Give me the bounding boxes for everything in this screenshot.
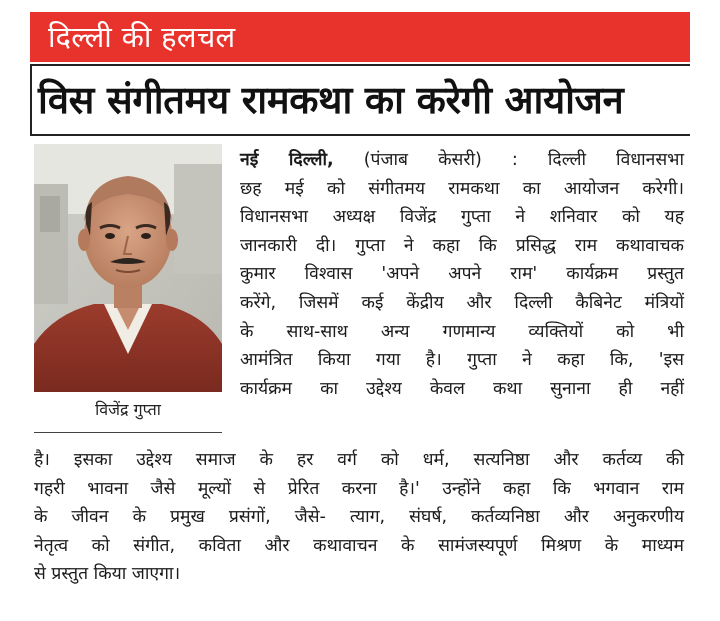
section-title: दिल्ली की हलचल: [48, 20, 236, 54]
article-line: छह मई को संगीतमय रामकथा का आयोजन करेगी।: [240, 178, 684, 199]
headline: विस संगीतमय रामकथा का करेगी आयोजन: [38, 78, 624, 122]
article-line: कुमार विश्वास 'अपने अपने राम' कार्यक्रम प्रस्तुत: [240, 264, 684, 285]
article-line: विधानसभा अध्यक्ष विजेंद्र गुप्ता ने शनिवार को यह: [240, 207, 684, 228]
divider: [30, 134, 690, 136]
article-line: के साथ-साथ अन्य गणमान्य व्यक्तियों को भी: [240, 321, 684, 342]
article-line: नेतृत्व को संगीत, कविता और कथावाचन के सामंजस्यपूर्ण मिश्रण के माध्यम: [34, 535, 684, 556]
photo-caption: विजेंद्र गुप्ता: [95, 400, 161, 419]
article-body-full: [34, 446, 684, 589]
article-line: कार्यक्रम का उद्देश्य केवल कथा सुनाना ही नहीं: [240, 378, 684, 399]
portrait-photo: [34, 144, 222, 392]
article-line: जानकारी दी। गुप्ता ने कहा कि प्रसिद्ध राम कथावाचक: [240, 235, 684, 256]
divider: [34, 432, 222, 433]
article-line: के जीवन के प्रमुख प्रसंगों, जैसे- त्याग, संघर्ष, कर्तव्यनिष्ठा और अनुकरणीय: [34, 507, 684, 528]
section-banner: [30, 12, 690, 62]
article-line: करेंगे, जिसमें कई केंद्रीय और दिल्ली कैबिनेट मंत्रियों: [240, 292, 684, 313]
article-line: नई दिल्ली, (पंजाब केसरी) : दिल्ली विधानसभा: [240, 150, 684, 170]
divider: [30, 64, 32, 136]
article-line: से प्रस्तुत किया जाएगा।: [34, 564, 181, 585]
article-line: है। इसका उद्देश्य समाज के हर वर्ग को धर्म, सत्यनिष्ठा और कर्तव्य की: [34, 450, 684, 470]
dateline: नई दिल्ली,: [240, 150, 334, 170]
article-body-narrow: [240, 146, 684, 403]
divider: [30, 64, 690, 66]
article-line: आमंत्रित किया गया है। गुप्ता ने कहा कि, 'इस: [240, 350, 684, 371]
article-line: गहरी भावना जैसे मूल्यों से प्रेरित करना है।' उन्होंने कहा कि भगवान राम: [34, 478, 684, 499]
